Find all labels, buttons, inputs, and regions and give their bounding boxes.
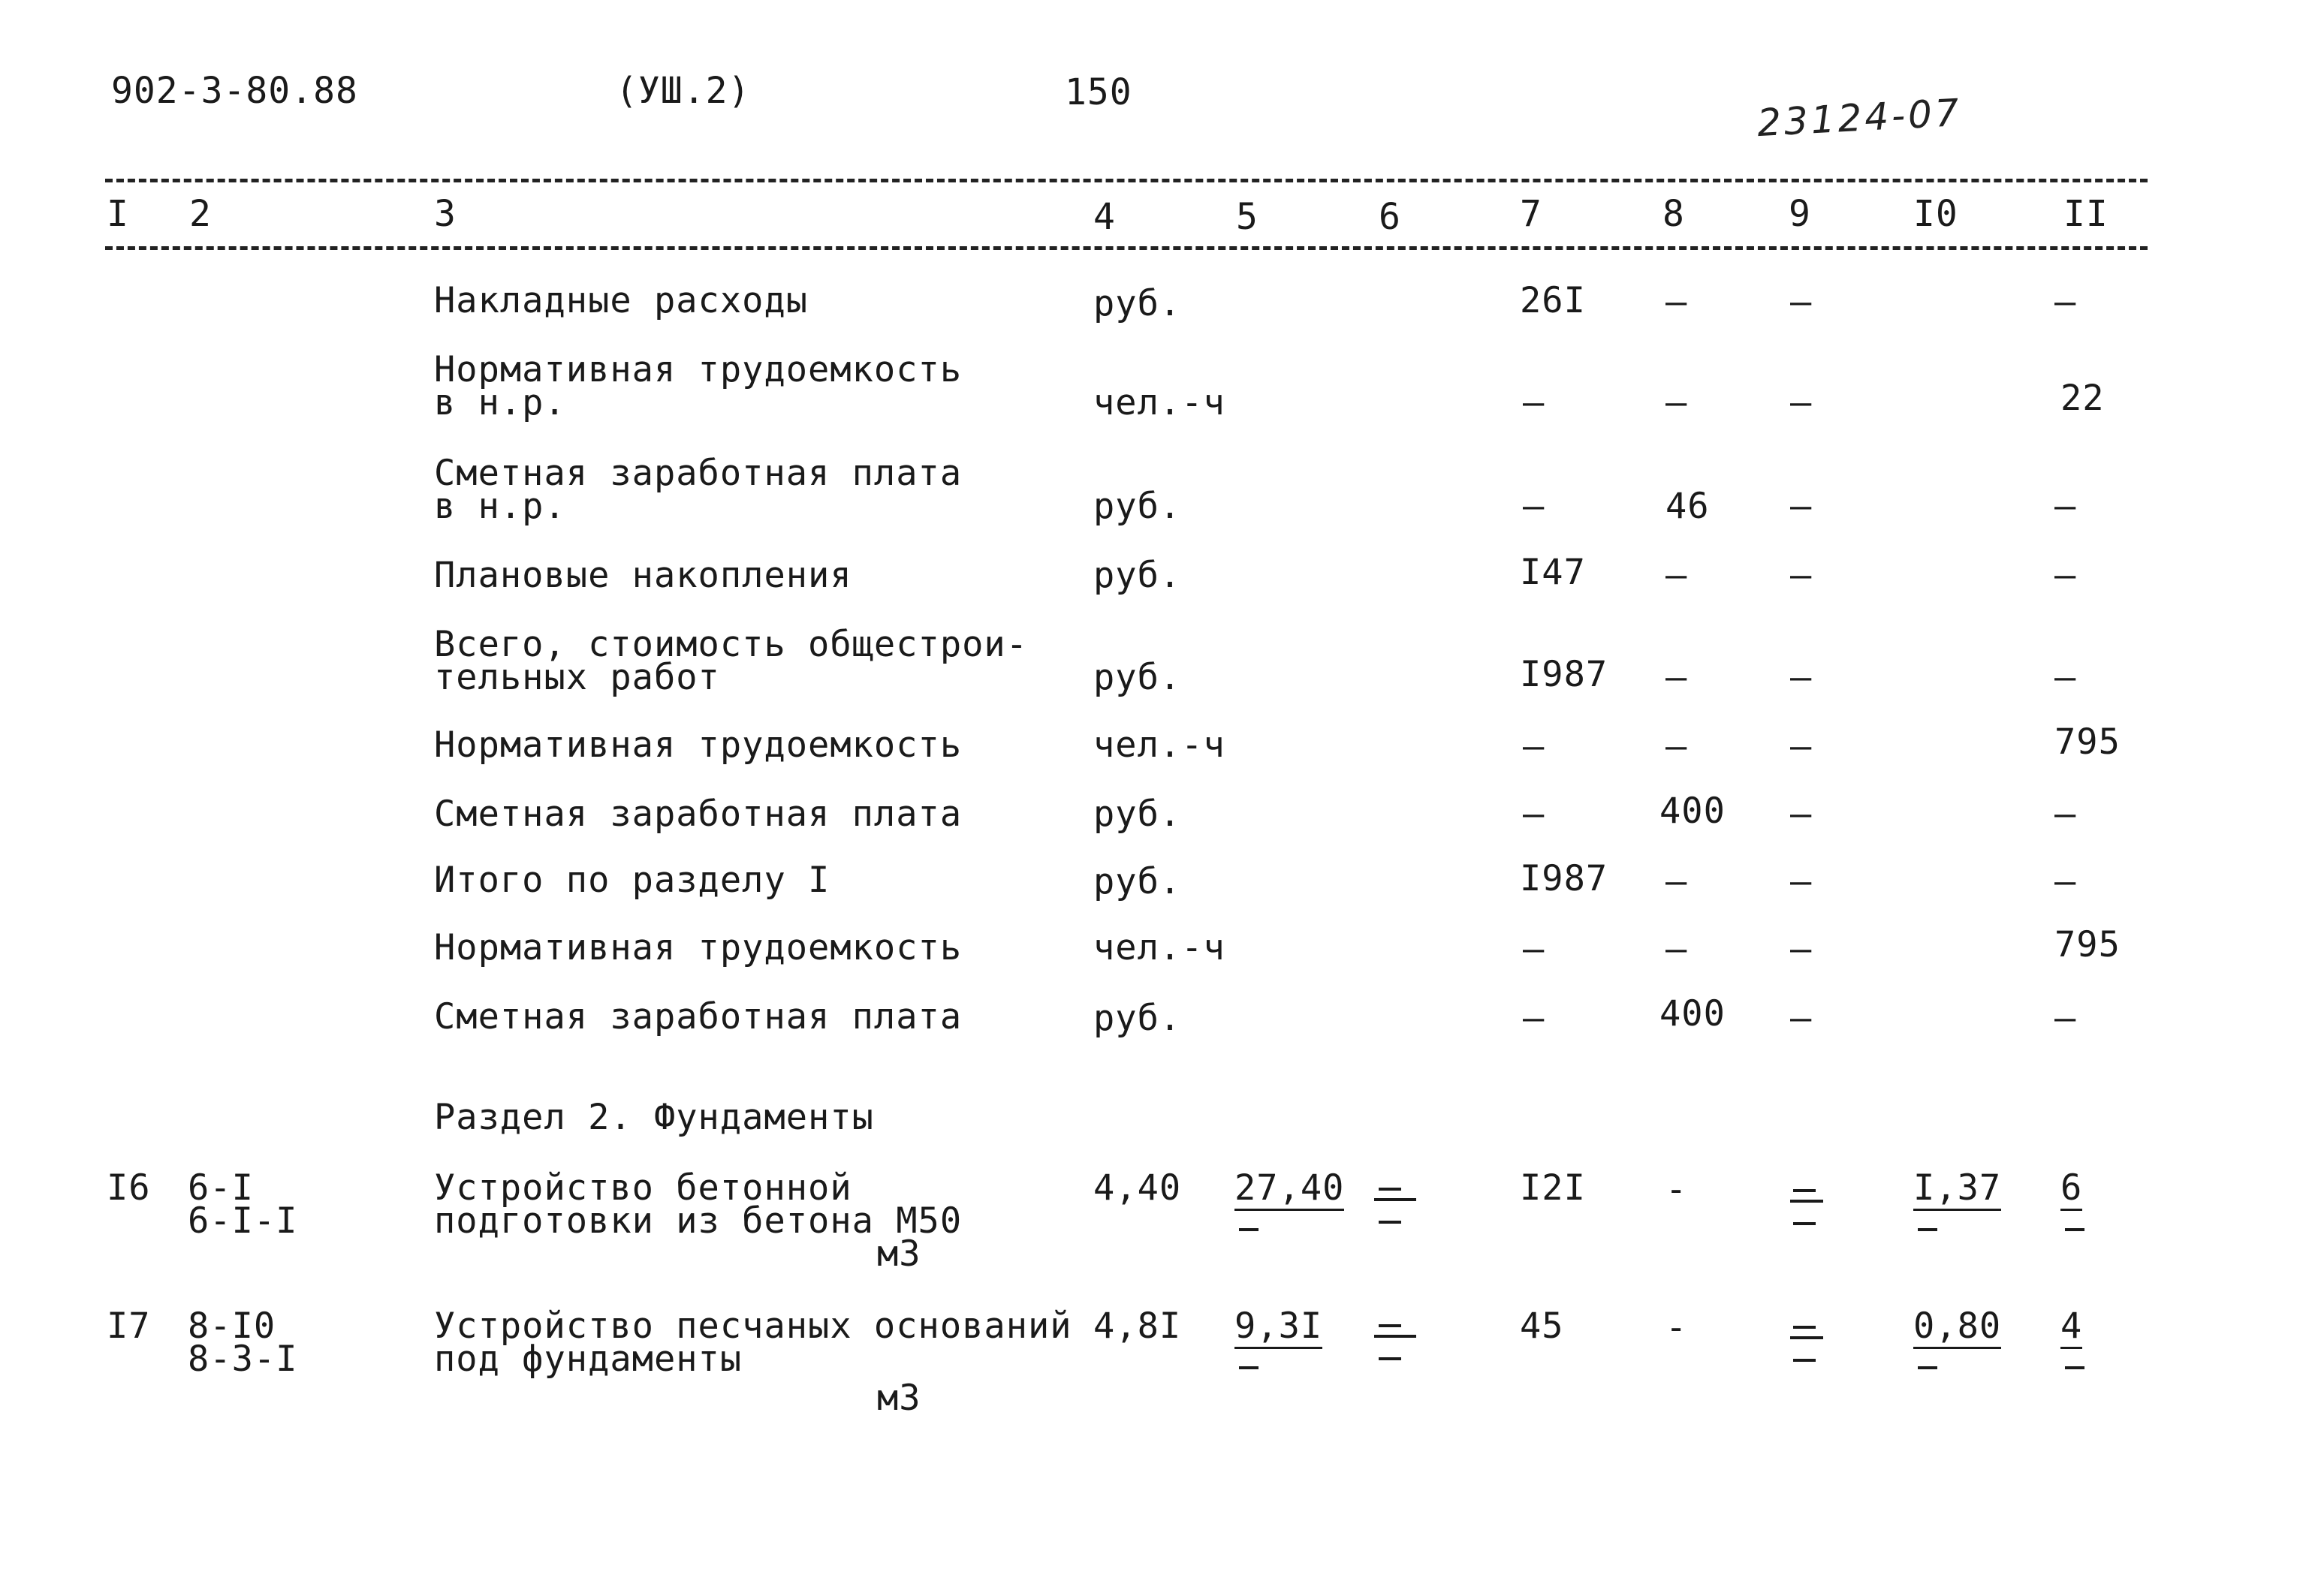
header-bottom-rule — [105, 246, 2148, 250]
empty-mark — [1918, 1366, 1937, 1369]
cell-col7: – — [1523, 998, 1545, 1039]
row-name-cont: тельных работ — [434, 657, 720, 698]
item-name-cont: подготовки из бетона М50 — [434, 1200, 963, 1242]
cell-col5 — [1234, 1305, 1323, 1347]
cell-col7: – — [1523, 486, 1545, 527]
cell-col9: – — [1790, 657, 1813, 698]
handwritten-code: 23124-07 — [1756, 90, 1964, 146]
row-name-cont: в н.р. — [434, 486, 566, 527]
ditto-mark — [1374, 1188, 1419, 1240]
document-code: 902-3-80.88 — [111, 70, 358, 112]
cell-col7: – — [1523, 382, 1545, 423]
item-unit: м3 — [877, 1378, 921, 1419]
cell-col8: – — [1665, 861, 1688, 902]
cell-col7: 26I — [1520, 280, 1586, 321]
cell-col5-value: 9,3I — [1234, 1305, 1322, 1349]
row-unit: руб. — [1093, 998, 1182, 1039]
cell-col5-value: 27,40 — [1234, 1167, 1344, 1211]
empty-mark — [1239, 1366, 1259, 1369]
cell-col10-value: I,37 — [1913, 1167, 2001, 1211]
cell-col9: – — [1790, 282, 1813, 323]
row-name: Итого по разделу I — [434, 860, 830, 901]
page-number: 150 — [1065, 71, 1132, 113]
row-name: Нормативная трудоемкость — [434, 349, 963, 390]
row-name: Сметная заработная плата — [434, 793, 963, 835]
row-unit: руб. — [1093, 861, 1182, 902]
cell-col11: – — [2054, 861, 2077, 902]
cell-col11: – — [2054, 486, 2077, 527]
cell-col11: 795 — [2054, 924, 2121, 965]
row-name: Всего, стоимость общестрои- — [434, 624, 1029, 665]
cell-col9: – — [1790, 929, 1813, 970]
cell-col11: – — [2054, 555, 2077, 596]
cell-col4: 4,8I — [1093, 1305, 1182, 1347]
cell-col7: I987 — [1520, 654, 1608, 695]
ditto-mark — [1789, 1189, 1834, 1242]
cell-col8: 400 — [1659, 993, 1726, 1034]
row-name: Накладные расходы — [434, 280, 809, 321]
item-name-cont: под фундаменты — [434, 1339, 743, 1380]
cell-col9: – — [1790, 486, 1813, 527]
cell-col7: – — [1523, 929, 1545, 970]
cell-col10 — [1913, 1305, 2002, 1347]
column-header: 8 — [1662, 193, 1685, 235]
row-name: Сметная заработная плата — [434, 996, 963, 1037]
row-unit: руб. — [1093, 486, 1182, 527]
empty-mark — [2065, 1366, 2084, 1369]
cell-col11 — [2060, 1305, 2083, 1347]
cell-col9: – — [1790, 998, 1813, 1039]
column-header: 6 — [1379, 196, 1401, 238]
cell-col8: – — [1665, 929, 1688, 970]
column-header: 2 — [189, 193, 212, 235]
row-name-cont: в н.р. — [434, 382, 566, 423]
item-code: 6-I — [188, 1167, 254, 1209]
cell-col11-value: 4 — [2060, 1305, 2082, 1349]
cell-col7: I47 — [1520, 552, 1586, 593]
cell-col11: – — [2054, 998, 2077, 1039]
column-header: I — [107, 193, 129, 235]
cell-col7: I2I — [1520, 1167, 1586, 1209]
empty-mark — [1918, 1228, 1937, 1231]
cell-col11 — [2060, 1167, 2083, 1209]
cell-col9: – — [1790, 726, 1813, 767]
cell-col8: 46 — [1665, 486, 1710, 527]
item-name: Устройство песчаных оснований — [434, 1305, 1072, 1347]
cell-col10-value: 0,80 — [1913, 1305, 2001, 1349]
item-name: Устройство бетонной — [434, 1167, 852, 1209]
cell-col8: - — [1665, 1307, 1688, 1348]
item-code-sub: 8-3-I — [188, 1339, 298, 1380]
empty-mark — [2065, 1228, 2084, 1231]
column-header: II — [2063, 193, 2109, 235]
cell-col8: 400 — [1659, 790, 1726, 832]
column-header: 3 — [434, 193, 457, 235]
row-unit: руб. — [1093, 283, 1182, 324]
cell-col8: – — [1665, 555, 1688, 596]
cell-col11: 22 — [2060, 378, 2105, 419]
ditto-mark — [1789, 1326, 1834, 1378]
column-header: 4 — [1093, 196, 1116, 238]
cell-col7: – — [1523, 726, 1545, 767]
cell-col7: – — [1523, 793, 1545, 835]
row-unit: руб. — [1093, 793, 1182, 835]
cell-col11: 795 — [2054, 721, 2121, 763]
cell-col8: – — [1665, 657, 1688, 698]
item-code: 8-I0 — [188, 1305, 276, 1347]
document-part: (УШ.2) — [616, 70, 751, 112]
cell-col10 — [1913, 1167, 2002, 1209]
row-name: Нормативная трудоемкость — [434, 927, 963, 968]
cell-col9: – — [1790, 382, 1813, 423]
item-unit: м3 — [877, 1233, 921, 1275]
cell-col8: - — [1665, 1169, 1688, 1210]
cell-col8: – — [1665, 382, 1688, 423]
item-number: I6 — [107, 1167, 151, 1209]
row-unit: руб. — [1093, 657, 1182, 698]
cell-col9: – — [1790, 555, 1813, 596]
empty-mark — [1239, 1228, 1259, 1231]
cell-col5 — [1234, 1167, 1345, 1209]
ditto-mark — [1374, 1324, 1419, 1377]
row-name: Сметная заработная плата — [434, 453, 963, 494]
row-unit: чел.-ч — [1093, 724, 1225, 766]
cell-col11: – — [2054, 793, 2077, 835]
row-name: Плановые накопления — [434, 555, 852, 596]
cell-col9: – — [1790, 793, 1813, 835]
cell-col4: 4,40 — [1093, 1167, 1182, 1209]
cell-col7: 45 — [1520, 1305, 1564, 1347]
item-code-sub: 6-I-I — [188, 1200, 298, 1242]
row-unit: чел.-ч — [1093, 382, 1225, 423]
row-unit: руб. — [1093, 555, 1182, 596]
column-header: I0 — [1913, 193, 1958, 235]
row-unit: чел.-ч — [1093, 927, 1225, 968]
header-top-rule — [105, 179, 2148, 182]
cell-col9: – — [1790, 861, 1813, 902]
section-title: Раздел 2. Фундаменты — [434, 1097, 874, 1138]
cell-col7: I987 — [1520, 858, 1608, 899]
column-header: 5 — [1236, 196, 1259, 238]
column-header: 7 — [1520, 193, 1542, 235]
cell-col11: – — [2054, 657, 2077, 698]
cell-col8: – — [1665, 282, 1688, 323]
row-name: Нормативная трудоемкость — [434, 724, 963, 766]
cell-col11-value: 6 — [2060, 1167, 2082, 1211]
cell-col8: – — [1665, 726, 1688, 767]
column-header: 9 — [1789, 193, 1811, 235]
item-number: I7 — [107, 1305, 151, 1347]
cell-col11: – — [2054, 282, 2077, 323]
